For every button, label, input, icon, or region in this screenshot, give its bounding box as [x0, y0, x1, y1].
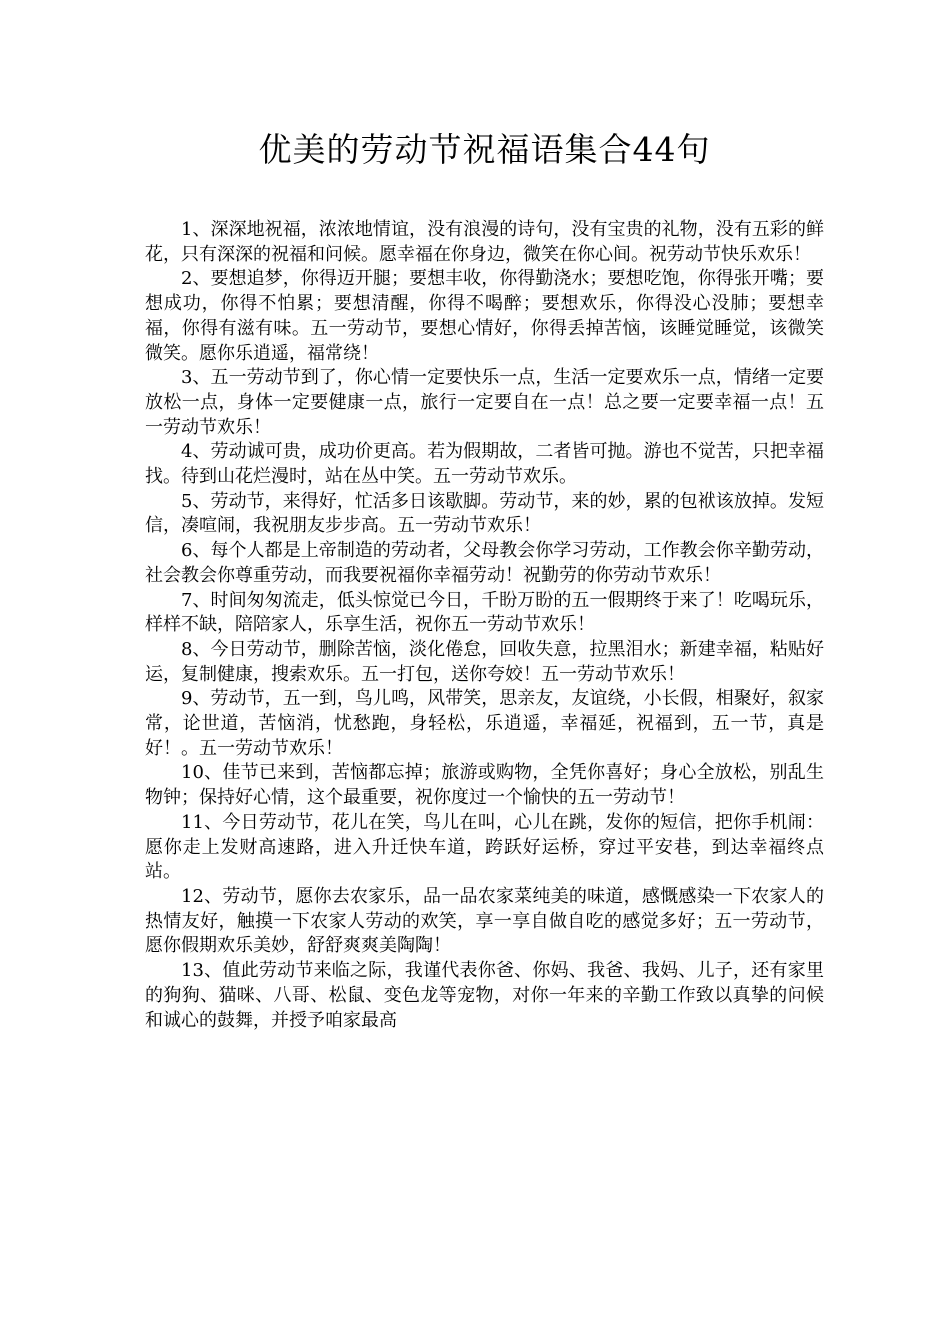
paragraph-11: 11、今日劳动节，花儿在笑，鸟儿在叫，心儿在跳，发你的短信，把你手机闹：愿你走上发财高速路，进入升迁快车道，跨跃好运桥，穿过平安巷，到达幸福终点站。 [145, 811, 824, 883]
paragraph-2: 2、要想追梦，你得迈开腿；要想丰收，你得勤浇水；要想吃饱，你得张开嘴；要想成功，你得不怕累；要想清醒，你得不喝醉；要想欢乐，你得没心没肺；要想幸福，你得有滋有味。五一劳动节，要想心情好，你得丢掉苦恼，该睡觉睡觉，该微笑微笑。愿你乐逍遥，福常绕！ [145, 268, 824, 364]
paragraph-12: 12、劳动节，愿你去农家乐，品一品农家菜纯美的味道，感慨感染一下农家人的热情友好，触摸一下农家人劳动的欢笑，享一享自做自吃的感觉多好；五一劳动节，愿你假期欢乐美妙，舒舒爽爽美陶陶！ [145, 885, 824, 957]
paragraph-6: 6、每个人都是上帝制造的劳动者，父母教会你学习劳动，工作教会你辛勤劳动，社会教会你尊重劳动，而我要祝福你幸福劳动！祝勤劳的你劳动节欢乐！ [145, 540, 824, 586]
paragraph-4: 4、劳动诚可贵，成功价更高。若为假期故，二者皆可抛。游也不觉苦，只把幸福找。待到山花烂漫时，站在丛中笑。五一劳动节欢乐。 [145, 441, 824, 488]
paragraph-3: 3、五一劳动节到了，你心情一定要快乐一点，生活一定要欢乐一点，情绪一定要放松一点，身体一定要健康一点，旅行一定要自在一点！总之要一定要幸福一点！五一劳动节欢乐！ [145, 367, 824, 438]
document-title: 优美的劳动节祝福语集合44句 [258, 130, 711, 169]
paragraph-8: 8、今日劳动节，删除苦恼，淡化倦怠，回收失意，拉黑泪水；新建幸福，粘贴好运，复制健康，搜索欢乐。五一打包，送你夸姣！五一劳动节欢乐！ [145, 638, 824, 685]
paragraph-1: 1、深深地祝福，浓浓地情谊，没有浪漫的诗句，没有宝贵的礼物，没有五彩的鲜花，只有深深的祝福和问候。愿幸福在你身边，微笑在你心间。祝劳动节快乐欢乐！ [145, 219, 824, 265]
paragraph-10: 10、佳节已来到，苦恼都忘掉；旅游或购物，全凭你喜好；身心全放松，别乱生物钟；保持好心情，这个最重要，祝你度过一个愉快的五一劳动节！ [145, 762, 824, 809]
paragraph-5: 5、劳动节，来得好，忙活多日该歇脚。劳动节，来的妙，累的包袱该放掉。发短信，凑喧闹，我祝朋友步步高。五一劳动节欢乐！ [145, 490, 824, 537]
paragraph-7: 7、时间匆匆流走，低头惊觉已今日，千盼万盼的五一假期终于来了！吃喝玩乐，样样不缺，陪陪家人，乐享生活，祝你五一劳动节欢乐！ [145, 589, 824, 636]
paragraph-13: 13、值此劳动节来临之际，我谨代表你爸、你妈、我爸、我妈、儿子，还有家里的狗狗、猫咪、八哥、松鼠、变色龙等宠物，对你一年来的辛勤工作致以真挚的问候和诚心的鼓舞，并授予咱家最高 [145, 960, 824, 1031]
document-body [145, 218, 824, 1033]
paragraph-9: 9、劳动节，五一到，鸟儿鸣，风带笑，思亲友，友谊绕，小长假，相聚好，叙家常，论世道，苦恼消，忧愁跑，身轻松，乐逍遥，幸福延，祝福到，五一节，真是好！。五一劳动节欢乐！ [145, 688, 824, 759]
